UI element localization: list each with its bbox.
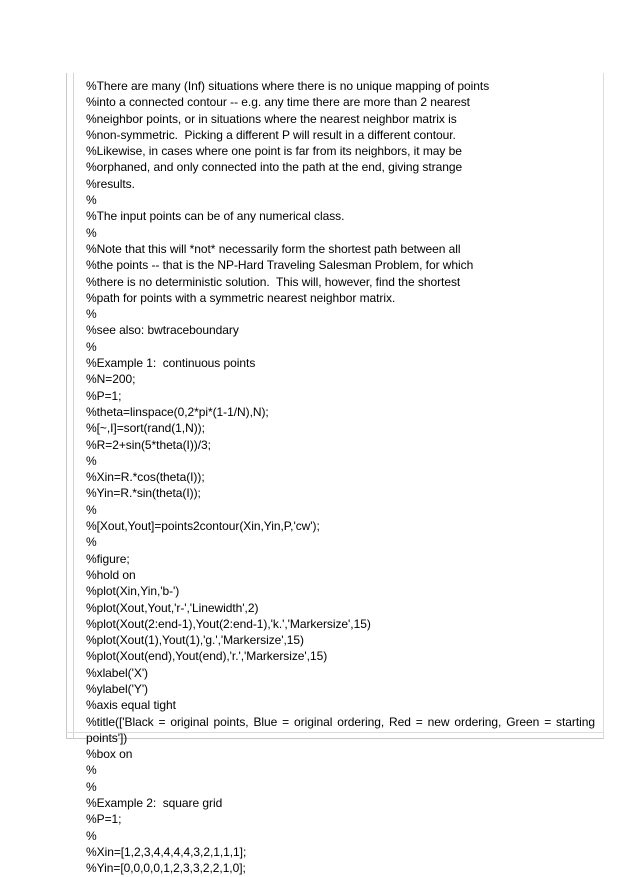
code-line: %theta=linspace(0,2*pi*(1-1/N),N); [86,404,269,419]
code-line: %Yin=[0,0,0,0,1,2,3,3,2,2,1,0]; [86,861,246,876]
code-line: %results. [86,176,135,191]
code-line: % [86,193,97,208]
code-line: %plot(Xout(2:end-1),Yout(2:end-1),'k.','Markersize',15) [86,616,371,631]
code-line: % [86,453,97,468]
code-line: %plot(Xout(1),Yout(1),'g.','Markersize',15) [86,633,304,648]
code-line: %xlabel('X') [86,665,149,680]
code-line: %neighbor points, or in situations where the nearest neighbor matrix is [86,111,457,126]
code-line: %plot(Xin,Yin,'b-') [86,584,180,599]
code-line: %ylabel('Y') [86,681,149,696]
code-line: %Example 2: square grid [86,796,223,811]
code-line: %non-symmetric. Picking a different P will result in a different contour. [86,127,456,142]
code-line: %path for points with a symmetric nearest neighbor matrix. [86,290,396,305]
code-line: %P=1; [86,388,122,403]
code-line: % [86,307,97,322]
code-line: %Note that this will *not* necessarily form the shortest path between all [86,241,461,256]
code-line: %see also: bwtraceboundary [86,323,239,338]
code-line: %There are many (Inf) situations where there is no unique mapping of points [86,79,490,93]
code-line: %title(['Black = original points, Blue = original ordering, Red = new ordering, Green = starting points']) [86,714,595,745]
code-line: % [86,502,97,517]
code-block [86,78,598,876]
code-line: %into a connected contour -- e.g. any time there are more than 2 nearest [86,95,470,110]
code-line: %Xin=R.*cos(theta(I)); [86,470,205,485]
code-line: %there is no deterministic solution. This will, however, find the shortest [86,274,461,289]
code-line: %figure; [86,551,130,566]
code-line: %R=2+sin(5*theta(I))/3; [86,437,211,452]
code-lines [86,78,598,877]
code-line: %Xin=[1,2,3,4,4,4,4,3,2,1,1,1]; [86,844,247,859]
code-line: %Likewise, in cases where one point is far from its neighbors, it may be [86,144,462,159]
code-line: % [86,225,97,240]
code-line: % [86,339,97,354]
code-line: %orphaned, and only connected into the path at the end, giving strange [86,160,463,175]
code-line: %N=200; [86,372,136,387]
code-line: % [86,763,97,778]
code-line: %Yin=R.*sin(theta(I)); [86,486,201,501]
code-line: %hold on [86,567,136,582]
code-line: % [86,535,97,550]
code-line: %plot(Xout(end),Yout(end),'r.','Markersize',15) [86,649,328,664]
code-line: %box on [86,747,133,762]
code-line: %[~,I]=sort(rand(1,N)); [86,421,205,436]
code-line: %plot(Xout,Yout,'r-','Linewidth',2) [86,600,259,615]
code-line: % [86,828,97,843]
code-line: %axis equal tight [86,698,176,713]
code-line: %[Xout,Yout]=points2contour(Xin,Yin,P,'cw'); [86,519,320,534]
code-line: % [86,779,97,794]
code-line: %the points -- that is the NP-Hard Traveling Salesman Problem, for which [86,258,474,273]
code-line: %P=1; [86,812,122,827]
code-line: %The input points can be of any numerical class. [86,209,345,224]
code-line: %Example 1: continuous points [86,356,256,371]
